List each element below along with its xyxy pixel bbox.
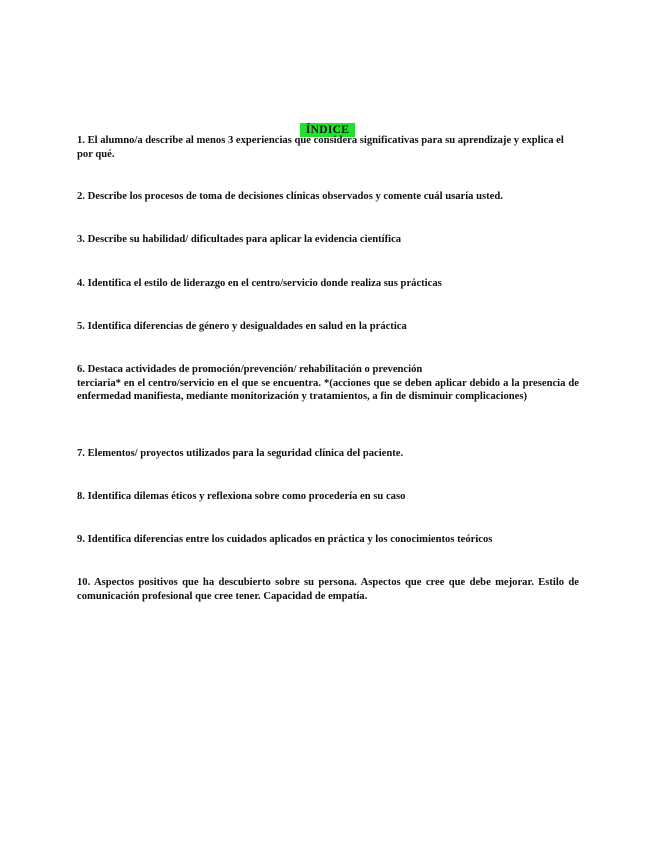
index-item-10: 10. Aspectos positivos que ha descubierto sobre su persona. Aspectos que cree que debe mejorar. Estilo de comunicación profesional que cree tener. Capacidad de empatía.: [77, 577, 579, 602]
index-item-5: 5. Identifica diferencias de género y desigualdades en salud en la práctica: [77, 321, 407, 332]
index-item-1: 1. El alumno/a describe al menos 3 experiencias que considera significativas para su aprendizaje y explica el por qué.: [77, 135, 564, 160]
index-title: ÍNDICE: [300, 123, 355, 137]
index-item-9: 9. Identifica diferencias entre los cuidados aplicados en práctica y los conocimientos teóricos: [77, 534, 493, 545]
index-item-3: 3. Describe su habilidad/ dificultades para aplicar la evidencia científica: [77, 234, 402, 245]
index-item-7: 7. Elementos/ proyectos utilizados para la seguridad clínica del paciente.: [77, 448, 404, 459]
index-item-6: [77, 363, 579, 404]
index-item-2: 2. Describe los procesos de toma de decisiones clínicas observados y comente cuál usaría usted.: [77, 191, 503, 202]
index-item-6-line2: terciaria* en el centro/servicio en el que se encuentra. *(acciones que se deben aplicar debido a la presencia de enfermedad manifiesta, mediante monitorización y tratamientos, a fin de disminuir complicaciones): [77, 377, 579, 402]
index-item-6-line1: 6. Destaca actividades de promoción/prevención/ rehabilitación o prevención: [77, 364, 423, 375]
index-item-4: 4. Identifica el estilo de liderazgo en el centro/servicio donde realiza sus prácticas: [77, 278, 442, 289]
index-item-8: 8. Identifica dilemas éticos y reflexiona sobre como procedería en su caso: [77, 491, 406, 502]
